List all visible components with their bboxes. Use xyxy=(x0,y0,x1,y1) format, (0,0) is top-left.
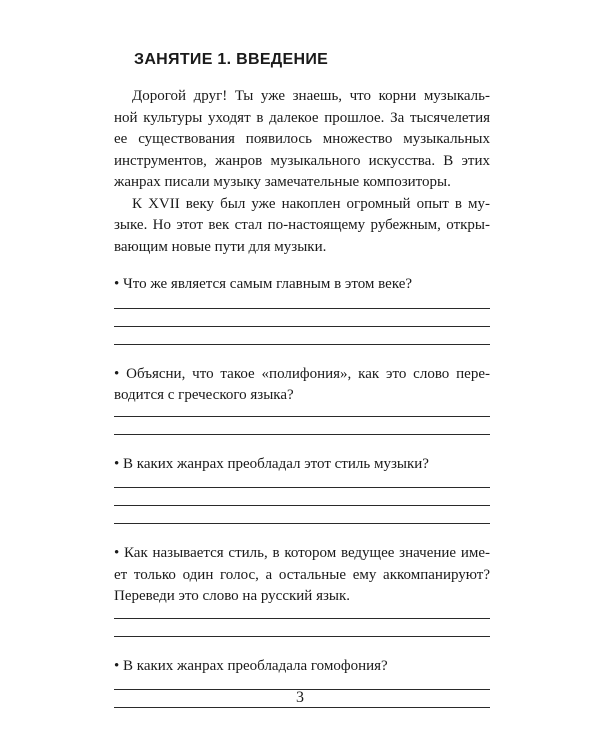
question-1 xyxy=(114,274,490,296)
text-line: жанрах писали музыку замечательные композиторы. xyxy=(114,174,451,190)
question-line: • Как называется стиль, в котором ведущее значение име- xyxy=(114,545,490,561)
answer-line[interactable] xyxy=(114,416,490,417)
intro-text xyxy=(114,86,490,258)
question-line: • Что же является самым главным в этом веке? xyxy=(114,276,413,292)
question-line: • В каких жанрах преобладала гомофония? xyxy=(114,657,388,674)
intro-paragraph-1 xyxy=(114,86,490,194)
question-3 xyxy=(114,454,490,476)
question-2 xyxy=(114,364,490,407)
answer-line[interactable] xyxy=(114,434,490,435)
question-4 xyxy=(114,543,490,608)
page-number: 3 xyxy=(296,689,304,706)
answer-line[interactable] xyxy=(114,707,490,708)
answer-line[interactable] xyxy=(114,487,490,488)
answer-line[interactable] xyxy=(114,308,490,309)
question-block-2 xyxy=(114,364,490,435)
question-block-4 xyxy=(114,543,490,637)
question-line: водится с греческого языка? xyxy=(114,387,294,403)
text-line: Дорогой друг! Ты уже знаешь, что корни музыкаль- xyxy=(132,88,490,104)
text-line: зыке. Но этот век стал по-настоящему рубежным, откры- xyxy=(114,217,490,233)
question-line: Переведи это слово на русский язык. xyxy=(114,588,351,604)
answer-line[interactable] xyxy=(114,636,490,637)
question-5 xyxy=(114,656,490,678)
question-block-3 xyxy=(114,454,490,525)
answer-line[interactable] xyxy=(114,326,490,327)
text-line: ной культуры уходят в далекое прошлое. За тысячелетия xyxy=(114,109,490,126)
answer-line[interactable] xyxy=(114,523,490,524)
worksheet-page xyxy=(114,48,490,708)
question-block-1 xyxy=(114,274,490,345)
text-line: вающим новые пути для музыки. xyxy=(114,238,327,255)
page-title: ЗАНЯТИЕ 1. ВВЕДЕНИЕ xyxy=(134,51,329,68)
intro-paragraph-2 xyxy=(114,194,490,259)
answer-line[interactable] xyxy=(114,505,490,506)
question-line: • Объясни, что такое «полифония», как это слово пере- xyxy=(114,365,490,382)
answer-line[interactable] xyxy=(114,618,490,619)
question-line: ет только один голос, а остальные ему аккомпанируют? xyxy=(114,566,490,583)
text-line: инструментов, жанров музыкального искусства. В этих xyxy=(114,152,490,169)
answer-line[interactable] xyxy=(114,344,490,345)
text-line: К XVII веку был уже накоплен огромный опыт в му- xyxy=(132,195,490,212)
question-line: • В каких жанрах преобладал этот стиль музыки? xyxy=(114,455,429,472)
text-line: ее существования появилось множество музыкальных xyxy=(114,131,490,147)
